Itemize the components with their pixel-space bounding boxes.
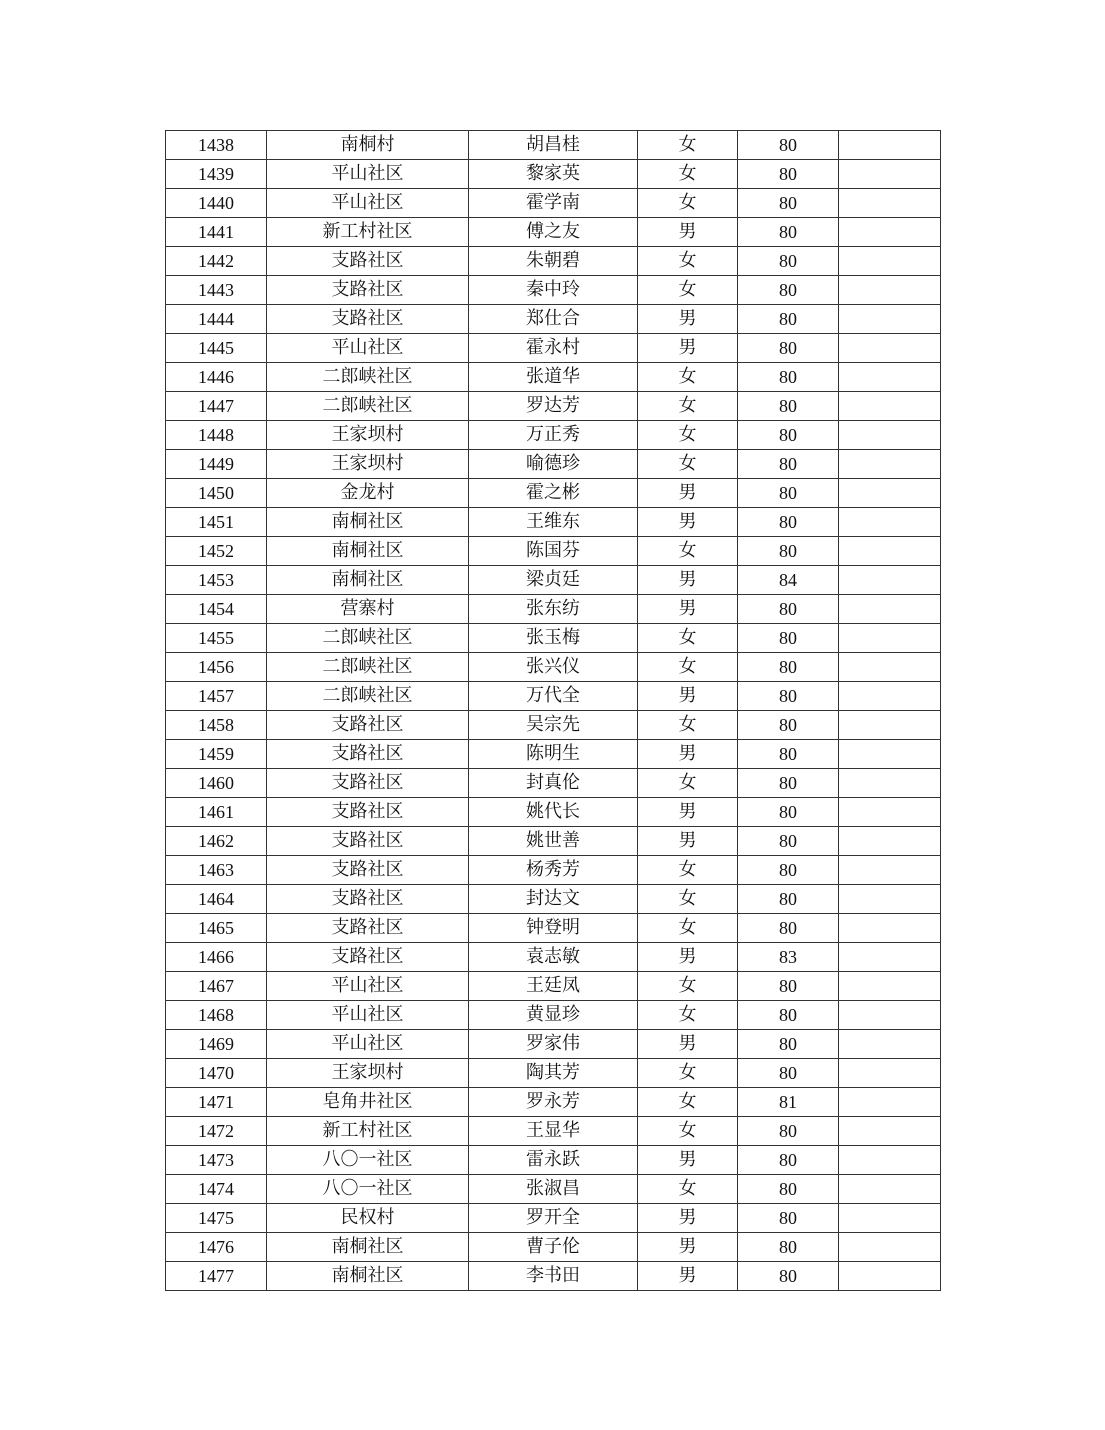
age-cell: 80 [738,392,839,421]
row-number-cell: 1454 [166,595,267,624]
gender-cell: 男 [638,1233,738,1262]
community-cell: 支路社区 [267,943,469,972]
row-number-cell: 1460 [166,769,267,798]
table-row [166,1059,941,1088]
note-cell [839,537,941,566]
community-cell: 王家坝村 [267,421,469,450]
note-cell [839,769,941,798]
row-number-cell: 1466 [166,943,267,972]
gender-cell: 女 [638,537,738,566]
community-cell: 支路社区 [267,711,469,740]
note-cell [839,653,941,682]
table-row [166,537,941,566]
gender-cell: 男 [638,740,738,769]
community-cell: 支路社区 [267,305,469,334]
row-number-cell: 1444 [166,305,267,334]
note-cell [839,885,941,914]
community-cell: 支路社区 [267,769,469,798]
age-cell: 80 [738,479,839,508]
note-cell [839,1146,941,1175]
row-number-cell: 1449 [166,450,267,479]
community-cell: 支路社区 [267,798,469,827]
community-cell: 八〇一社区 [267,1175,469,1204]
note-cell [839,624,941,653]
table-row [166,1117,941,1146]
age-cell: 80 [738,189,839,218]
community-cell: 支路社区 [267,276,469,305]
person-name-cell: 郑仕合 [469,305,638,334]
note-cell [839,508,941,537]
table-row [166,160,941,189]
table-row [166,624,941,653]
gender-cell: 男 [638,1146,738,1175]
note-cell [839,218,941,247]
table-row [166,392,941,421]
person-name-cell: 万代全 [469,682,638,711]
age-cell: 80 [738,798,839,827]
note-cell [839,1030,941,1059]
gender-cell: 男 [638,943,738,972]
row-number-cell: 1469 [166,1030,267,1059]
gender-cell: 男 [638,334,738,363]
note-cell [839,131,941,160]
age-cell: 80 [738,421,839,450]
table-row [166,1030,941,1059]
age-cell: 80 [738,131,839,160]
note-cell [839,1204,941,1233]
table-row [166,653,941,682]
table-row [166,1233,941,1262]
gender-cell: 女 [638,1175,738,1204]
gender-cell: 女 [638,624,738,653]
community-cell: 支路社区 [267,247,469,276]
person-name-cell: 朱朝碧 [469,247,638,276]
person-name-cell: 黎家英 [469,160,638,189]
person-name-cell: 王显华 [469,1117,638,1146]
person-name-cell: 秦中玲 [469,276,638,305]
person-name-cell: 张玉梅 [469,624,638,653]
note-cell [839,1117,941,1146]
row-number-cell: 1441 [166,218,267,247]
note-cell [839,160,941,189]
row-number-cell: 1455 [166,624,267,653]
gender-cell: 女 [638,856,738,885]
age-cell: 80 [738,247,839,276]
age-cell: 80 [738,363,839,392]
gender-cell: 男 [638,1030,738,1059]
age-cell: 80 [738,885,839,914]
row-number-cell: 1453 [166,566,267,595]
row-number-cell: 1440 [166,189,267,218]
elderly-roster-table [165,130,941,1291]
community-cell: 平山社区 [267,334,469,363]
row-number-cell: 1464 [166,885,267,914]
row-number-cell: 1451 [166,508,267,537]
community-cell: 二郎峡社区 [267,682,469,711]
row-number-cell: 1443 [166,276,267,305]
table-row [166,566,941,595]
age-cell: 80 [738,1262,839,1291]
person-name-cell: 王廷凤 [469,972,638,1001]
age-cell: 80 [738,1030,839,1059]
table-row [166,421,941,450]
person-name-cell: 霍之彬 [469,479,638,508]
community-cell: 新工村社区 [267,218,469,247]
community-cell: 王家坝村 [267,1059,469,1088]
community-cell: 新工村社区 [267,1117,469,1146]
community-cell: 八〇一社区 [267,1146,469,1175]
community-cell: 支路社区 [267,740,469,769]
row-number-cell: 1457 [166,682,267,711]
age-cell: 80 [738,972,839,1001]
age-cell: 80 [738,711,839,740]
age-cell: 80 [738,1117,839,1146]
note-cell [839,682,941,711]
person-name-cell: 罗达芳 [469,392,638,421]
table-row [166,334,941,363]
person-name-cell: 张兴仪 [469,653,638,682]
community-cell: 南桐社区 [267,566,469,595]
gender-cell: 女 [638,914,738,943]
gender-cell: 女 [638,653,738,682]
gender-cell: 女 [638,392,738,421]
note-cell [839,798,941,827]
gender-cell: 女 [638,247,738,276]
person-name-cell: 喻德珍 [469,450,638,479]
gender-cell: 女 [638,160,738,189]
age-cell: 80 [738,624,839,653]
row-number-cell: 1445 [166,334,267,363]
row-number-cell: 1462 [166,827,267,856]
gender-cell: 男 [638,566,738,595]
age-cell: 80 [738,682,839,711]
gender-cell: 女 [638,1088,738,1117]
person-name-cell: 姚代长 [469,798,638,827]
person-name-cell: 黄显珍 [469,1001,638,1030]
age-cell: 80 [738,508,839,537]
gender-cell: 女 [638,972,738,1001]
note-cell [839,711,941,740]
row-number-cell: 1448 [166,421,267,450]
person-name-cell: 陈明生 [469,740,638,769]
table-row [166,189,941,218]
community-cell: 民权村 [267,1204,469,1233]
age-cell: 80 [738,595,839,624]
row-number-cell: 1468 [166,1001,267,1030]
gender-cell: 男 [638,1262,738,1291]
note-cell [839,827,941,856]
person-name-cell: 封真伦 [469,769,638,798]
person-name-cell: 封达文 [469,885,638,914]
gender-cell: 女 [638,885,738,914]
row-number-cell: 1467 [166,972,267,1001]
person-name-cell: 罗开全 [469,1204,638,1233]
table-row [166,711,941,740]
gender-cell: 男 [638,798,738,827]
note-cell [839,595,941,624]
gender-cell: 女 [638,1117,738,1146]
gender-cell: 女 [638,363,738,392]
community-cell: 营寨村 [267,595,469,624]
gender-cell: 女 [638,1001,738,1030]
row-number-cell: 1447 [166,392,267,421]
person-name-cell: 陈国芬 [469,537,638,566]
gender-cell: 女 [638,1059,738,1088]
person-name-cell: 袁志敏 [469,943,638,972]
age-cell: 80 [738,1233,839,1262]
gender-cell: 女 [638,276,738,305]
age-cell: 84 [738,566,839,595]
person-name-cell: 张东纺 [469,595,638,624]
age-cell: 80 [738,856,839,885]
community-cell: 二郎峡社区 [267,363,469,392]
row-number-cell: 1442 [166,247,267,276]
row-number-cell: 1471 [166,1088,267,1117]
table-row [166,218,941,247]
person-name-cell: 雷永跃 [469,1146,638,1175]
gender-cell: 女 [638,421,738,450]
age-cell: 80 [738,450,839,479]
table-row [166,769,941,798]
community-cell: 南桐村 [267,131,469,160]
row-number-cell: 1477 [166,1262,267,1291]
table-row [166,914,941,943]
person-name-cell: 吴宗先 [469,711,638,740]
note-cell [839,450,941,479]
gender-cell: 女 [638,769,738,798]
table-row [166,1204,941,1233]
age-cell: 80 [738,334,839,363]
age-cell: 83 [738,943,839,972]
note-cell [839,189,941,218]
note-cell [839,566,941,595]
row-number-cell: 1472 [166,1117,267,1146]
community-cell: 二郎峡社区 [267,392,469,421]
note-cell [839,421,941,450]
table-row [166,1146,941,1175]
table-body [166,131,941,1291]
note-cell [839,305,941,334]
row-number-cell: 1475 [166,1204,267,1233]
community-cell: 平山社区 [267,1001,469,1030]
age-cell: 80 [738,537,839,566]
note-cell [839,943,941,972]
age-cell: 80 [738,1175,839,1204]
table-row [166,1088,941,1117]
table-row [166,943,941,972]
person-name-cell: 傅之友 [469,218,638,247]
community-cell: 南桐社区 [267,1262,469,1291]
person-name-cell: 胡昌桂 [469,131,638,160]
table-row [166,827,941,856]
community-cell: 南桐社区 [267,508,469,537]
table-row [166,363,941,392]
row-number-cell: 1470 [166,1059,267,1088]
gender-cell: 男 [638,479,738,508]
person-name-cell: 姚世善 [469,827,638,856]
age-cell: 80 [738,740,839,769]
age-cell: 80 [738,1204,839,1233]
age-cell: 80 [738,1146,839,1175]
row-number-cell: 1459 [166,740,267,769]
table-row [166,856,941,885]
note-cell [839,363,941,392]
age-cell: 80 [738,1059,839,1088]
note-cell [839,1059,941,1088]
person-name-cell: 曹子伦 [469,1233,638,1262]
table-row [166,508,941,537]
community-cell: 平山社区 [267,160,469,189]
gender-cell: 女 [638,711,738,740]
person-name-cell: 张淑昌 [469,1175,638,1204]
table-row [166,595,941,624]
person-name-cell: 王维东 [469,508,638,537]
community-cell: 南桐社区 [267,1233,469,1262]
gender-cell: 男 [638,682,738,711]
age-cell: 80 [738,276,839,305]
person-name-cell: 梁贞廷 [469,566,638,595]
gender-cell: 男 [638,218,738,247]
community-cell: 南桐社区 [267,537,469,566]
row-number-cell: 1456 [166,653,267,682]
person-name-cell: 钟登明 [469,914,638,943]
table-row [166,885,941,914]
note-cell [839,1175,941,1204]
table-row [166,682,941,711]
row-number-cell: 1438 [166,131,267,160]
community-cell: 平山社区 [267,1030,469,1059]
age-cell: 80 [738,914,839,943]
table-row [166,972,941,1001]
note-cell [839,740,941,769]
note-cell [839,392,941,421]
community-cell: 支路社区 [267,885,469,914]
note-cell [839,1001,941,1030]
gender-cell: 男 [638,305,738,334]
gender-cell: 女 [638,131,738,160]
person-name-cell: 霍学南 [469,189,638,218]
table-row [166,247,941,276]
table-row [166,276,941,305]
person-name-cell: 霍永村 [469,334,638,363]
row-number-cell: 1465 [166,914,267,943]
note-cell [839,479,941,508]
row-number-cell: 1458 [166,711,267,740]
gender-cell: 女 [638,450,738,479]
table-row [166,131,941,160]
gender-cell: 男 [638,827,738,856]
note-cell [839,334,941,363]
gender-cell: 男 [638,508,738,537]
age-cell: 81 [738,1088,839,1117]
table-row [166,740,941,769]
note-cell [839,1233,941,1262]
row-number-cell: 1461 [166,798,267,827]
person-name-cell: 陶其芳 [469,1059,638,1088]
note-cell [839,914,941,943]
community-cell: 支路社区 [267,856,469,885]
row-number-cell: 1452 [166,537,267,566]
age-cell: 80 [738,769,839,798]
age-cell: 80 [738,653,839,682]
gender-cell: 男 [638,1204,738,1233]
gender-cell: 女 [638,189,738,218]
row-number-cell: 1450 [166,479,267,508]
row-number-cell: 1473 [166,1146,267,1175]
age-cell: 80 [738,218,839,247]
table-row [166,798,941,827]
person-name-cell: 罗永芳 [469,1088,638,1117]
person-name-cell: 杨秀芳 [469,856,638,885]
row-number-cell: 1476 [166,1233,267,1262]
note-cell [839,972,941,1001]
person-name-cell: 李书田 [469,1262,638,1291]
table-row [166,1001,941,1030]
note-cell [839,276,941,305]
community-cell: 二郎峡社区 [267,624,469,653]
age-cell: 80 [738,1001,839,1030]
community-cell: 二郎峡社区 [267,653,469,682]
row-number-cell: 1474 [166,1175,267,1204]
table-row [166,1262,941,1291]
person-name-cell: 万正秀 [469,421,638,450]
community-cell: 支路社区 [267,914,469,943]
table-row [166,479,941,508]
note-cell [839,1088,941,1117]
community-cell: 支路社区 [267,827,469,856]
note-cell [839,1262,941,1291]
person-name-cell: 罗家伟 [469,1030,638,1059]
row-number-cell: 1446 [166,363,267,392]
community-cell: 平山社区 [267,972,469,1001]
community-cell: 王家坝村 [267,450,469,479]
age-cell: 80 [738,305,839,334]
table-row [166,450,941,479]
gender-cell: 男 [638,595,738,624]
age-cell: 80 [738,160,839,189]
note-cell [839,856,941,885]
note-cell [839,247,941,276]
community-cell: 金龙村 [267,479,469,508]
table-row [166,1175,941,1204]
person-name-cell: 张道华 [469,363,638,392]
age-cell: 80 [738,827,839,856]
row-number-cell: 1439 [166,160,267,189]
community-cell: 平山社区 [267,189,469,218]
row-number-cell: 1463 [166,856,267,885]
table-row [166,305,941,334]
community-cell: 皂角井社区 [267,1088,469,1117]
